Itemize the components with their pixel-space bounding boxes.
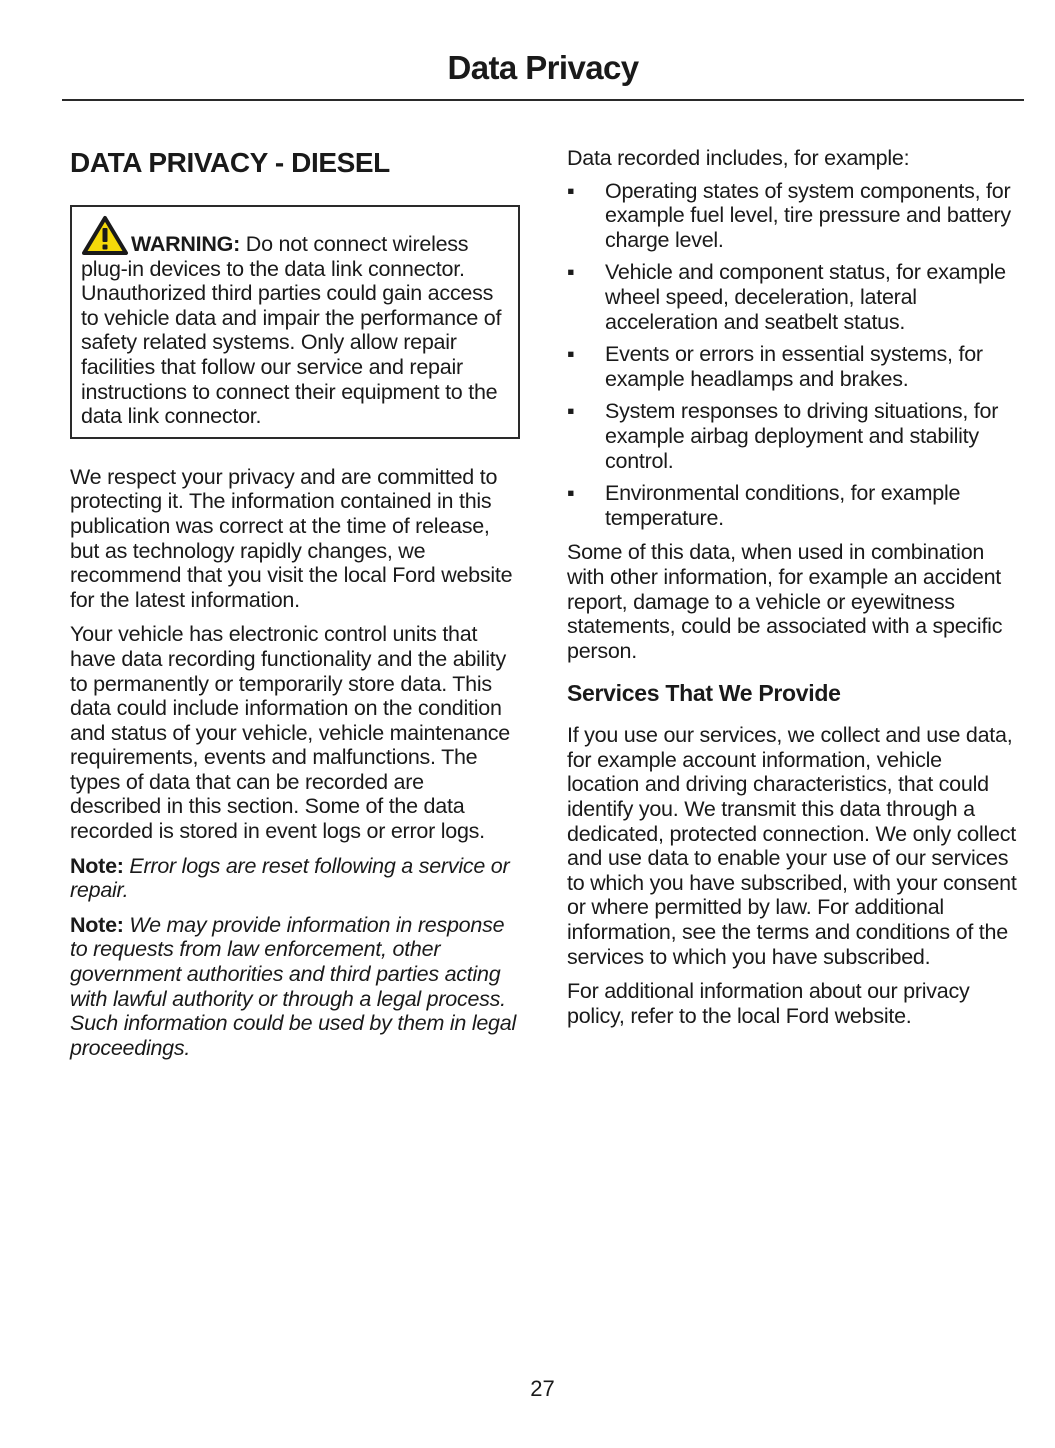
privacy-paragraph: We respect your privacy and are committed to protecting it. The information contained in this publication was correct at the time of release, but as technology rapidly changes, we recommend that you visit the local Ford website for the latest information.: [70, 464, 513, 612]
note-text: Error logs are reset following a service or repair.: [70, 853, 510, 903]
note-law-enforcement: [70, 913, 520, 1061]
warning-label: WARNING:: [131, 232, 241, 256]
data-recorded-list: [567, 179, 1019, 531]
bullet-icon: ▪: [567, 481, 575, 506]
left-column: [70, 140, 520, 1070]
list-item-text: Events or errors in essential systems, for example headlamps and brakes.: [605, 342, 983, 391]
privacy-policy-paragraph: For additional information about our privacy policy, refer to the local Ford website.: [567, 979, 970, 1028]
list-item-text: System responses to driving situations, for example airbag deployment and stability control.: [605, 399, 999, 473]
list-item-text: Environmental conditions, for example temperature.: [605, 481, 961, 530]
bullet-icon: ▪: [567, 178, 575, 203]
warning-text: Do not connect wireless plug-in devices to the data link connector. Unauthorized third parties could gain access to vehicle data and impair the performance of safety related systems. Only allow repair facilities that follow our service and repair instructions to connect their equipment to the data link connector.: [81, 232, 502, 429]
list-item: [567, 260, 1019, 334]
bullet-icon: ▪: [567, 260, 575, 285]
list-item: [567, 399, 1019, 473]
note-error-logs: [70, 854, 520, 903]
ecu-paragraph: Your vehicle has electronic control units that have data recording functionality and the ability to permanently or temporarily store data. This data could include information on the condition and status of your vehicle, vehicle maintenance requirements, events and malfunctions. The types of data that can be recorded are described in this section. Some of the data recorded is stored in event logs or error logs.: [70, 622, 511, 844]
section-title: DATA PRIVACY - DIESEL: [70, 147, 390, 178]
services-paragraph: If you use our services, we collect and use data, for example account information, vehicle location and driving characteristics, that could identify you. We transmit this data through a dedicated, protected connection. We only collect and use data to enable your use of our services to which you have subscribed, with your consent or where permitted by law. For additional information, see the terms and conditions of the services to which you have subscribed.: [567, 723, 1017, 969]
list-item-text: Vehicle and component status, for example wheel speed, deceleration, lateral acceleration and seatbelt status.: [605, 260, 1006, 334]
list-item: [567, 179, 1019, 253]
list-item: [567, 342, 1019, 391]
page-header: [62, 44, 1024, 92]
bullet-icon: ▪: [567, 399, 575, 424]
list-item: [567, 481, 1019, 530]
header-divider: [62, 99, 1024, 101]
note-text: We may provide information in response to requests from law enforcement, other government authorities and third parties acting with lawful authority or through a legal process. Such information could be used by them in legal proceedings.: [70, 912, 516, 1060]
page-number: 27: [530, 1376, 555, 1401]
list-item-text: Operating states of system components, for example fuel level, tire pressure and battery charge level.: [605, 178, 1011, 252]
services-subheading: Services That We Provide: [567, 680, 841, 707]
data-recorded-intro: Data recorded includes, for example:: [567, 146, 910, 170]
note-label: Note:: [70, 912, 124, 937]
note-label: Note:: [70, 853, 124, 878]
page-title: Data Privacy: [447, 49, 639, 86]
warning-triangle-icon: [81, 215, 129, 255]
warning-paragraph: [81, 215, 509, 429]
association-paragraph: Some of this data, when used in combination with other information, for example an accident report, damage to a vehicle or eyewitness statements, could be associated with a specific person.: [567, 540, 1003, 663]
bullet-icon: ▪: [567, 342, 575, 367]
right-column: [567, 146, 1019, 1038]
warning-box: [70, 205, 520, 439]
